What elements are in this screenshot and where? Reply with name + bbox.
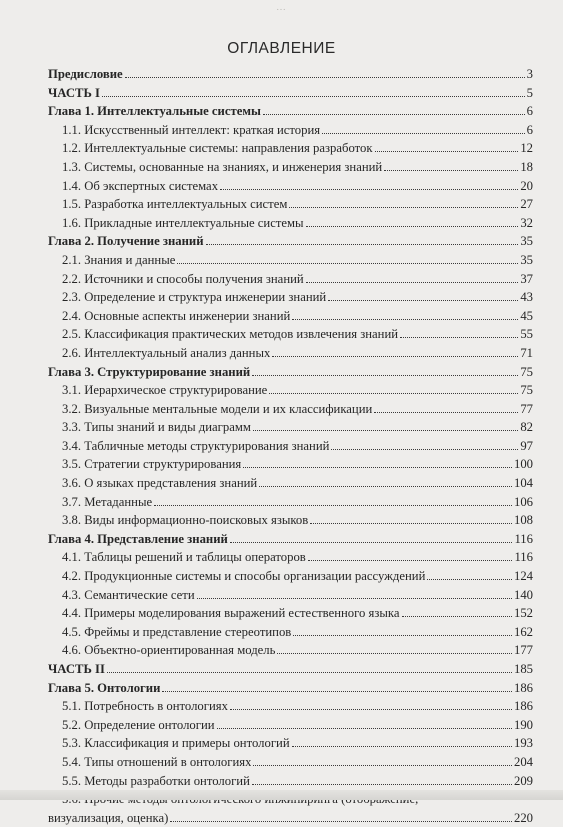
toc-entry-label: ЧАСТЬ II (48, 662, 105, 676)
table-of-contents (48, 65, 533, 827)
toc-entry-label: 3.3. Типы знаний и виды диаграмм (62, 420, 251, 435)
toc-section-entry (48, 437, 533, 456)
leader-dots (331, 449, 518, 450)
toc-entry-label: ЧАСТЬ I (48, 85, 100, 100)
toc-section-entry (48, 177, 533, 196)
toc-entry-label: 4.5. Фреймы и представление стереотипов (62, 624, 292, 639)
leader-dots (230, 709, 512, 710)
toc-entry-label: 3.7. Метаданные (62, 494, 153, 509)
toc-entry-page-number: 100 (513, 457, 533, 472)
leader-dots (306, 226, 519, 227)
toc-entry-label: 5.4. Типы отношений в онтологиях (62, 754, 252, 769)
toc-entry-label: визуализация, оценка) (48, 810, 169, 825)
toc-section-entry (48, 455, 533, 474)
toc-section-entry (48, 214, 533, 233)
leader-dots (102, 96, 525, 97)
leader-dots (263, 114, 525, 115)
toc-section-entry (48, 753, 533, 772)
toc-entry-label: 3.2. Визуальные ментальные модели и их классификации (62, 401, 373, 416)
toc-section-entry (48, 734, 533, 753)
toc-entry-page-number: 27 (520, 197, 533, 212)
leader-dots (272, 356, 518, 357)
toc-entry-label: 4.6. Объектно-ориентированная модель (62, 643, 276, 658)
toc-entry-page-number: 37 (520, 271, 533, 286)
toc-entry-label: 5.5. Методы разработки онтологий (62, 773, 250, 788)
toc-entry-page-number: 75 (520, 364, 533, 379)
toc-entry-label: 3.4. Табличные методы структурирования знаний (62, 438, 330, 453)
toc-section-entry (48, 288, 533, 307)
toc-entry-page-number: 190 (513, 717, 533, 732)
toc-entry-page-number: 104 (513, 476, 533, 491)
toc-entry-label: Глава 2. Получение знаний (48, 234, 204, 249)
toc-entry-page-number: 55 (520, 327, 533, 342)
toc-section-entry (48, 121, 533, 140)
leader-dots (374, 412, 518, 413)
toc-section-entry (48, 604, 533, 623)
toc-section-entry (48, 641, 533, 660)
toc-entry-label: 2.1. Знания и данные (62, 252, 176, 267)
toc-entry-label: 1.6. Прикладные интеллектуальные системы (62, 215, 304, 230)
toc-entry-label: 3.6. О языках представления знаний (62, 476, 258, 491)
leader-dots (400, 337, 518, 338)
toc-section-entry (48, 400, 533, 419)
toc-entry-page-number: 220 (513, 810, 533, 825)
toc-entry-label: 2.4. Основные аспекты инженерии знаний (62, 308, 291, 323)
leader-dots (328, 300, 518, 301)
leader-dots (107, 672, 512, 673)
toc-heading-entry (48, 679, 533, 698)
page-title: ОГЛАВЛЕНИЕ (227, 40, 336, 57)
toc-section-entry (48, 474, 533, 493)
leader-dots (217, 728, 512, 729)
toc-entry-page-number: 152 (513, 606, 533, 621)
leader-dots (154, 505, 512, 506)
leader-dots (293, 635, 512, 636)
toc-entry-label: 4.1. Таблицы решений и таблицы операторов (62, 550, 306, 565)
toc-entry-label: 1.5. Разработка интеллектуальных систем (62, 197, 288, 212)
toc-entry-page-number: 18 (520, 159, 533, 174)
toc-entry-page-number: 106 (513, 494, 533, 509)
toc-section-entry (48, 772, 533, 791)
toc-entry-page-number: 162 (513, 624, 533, 639)
toc-entry-label: 2.6. Интеллектуальный анализ данных (62, 345, 271, 360)
toc-entry-page-number: 45 (520, 308, 533, 323)
toc-entry-page-number: 116 (514, 531, 533, 546)
toc-entry-page-number: 12 (520, 141, 533, 156)
toc-entry-label: 1.2. Интеллектуальные системы: направления разработок (62, 141, 373, 156)
toc-entry-page-number: 116 (514, 550, 533, 565)
toc-heading-entry (48, 65, 533, 84)
toc-entry-label: 5.2. Определение онтологии (62, 717, 215, 732)
toc-entry-page-number: 20 (520, 178, 533, 193)
toc-section-entry (48, 325, 533, 344)
toc-entry-label: 5.3. Классификация и примеры онтологий (62, 736, 290, 751)
toc-entry-page-number: 185 (513, 662, 533, 676)
toc-entry-page-number: 3 (526, 67, 533, 81)
toc-section-entry (48, 307, 533, 326)
toc-entry-page-number: 35 (520, 252, 533, 267)
leader-dots (308, 560, 513, 561)
page-bottom-edge (0, 790, 563, 800)
toc-entry-label: Глава 3. Структурирование знаний (48, 364, 251, 379)
leader-dots (289, 207, 518, 208)
toc-entry-page-number: 97 (520, 438, 533, 453)
toc-entry-label: Глава 1. Интеллектуальные системы (48, 104, 261, 119)
toc-section-entry (48, 381, 533, 400)
toc-section-entry (48, 493, 533, 512)
leader-dots (322, 133, 525, 134)
toc-entry-page-number: 193 (513, 736, 533, 751)
leader-dots (230, 542, 513, 543)
leader-dots (375, 151, 519, 152)
toc-section-entry-continuation (48, 809, 533, 827)
leader-dots (197, 598, 512, 599)
leader-dots (306, 282, 519, 283)
leader-dots (384, 170, 518, 171)
leader-dots (253, 430, 518, 431)
toc-entry-page-number: 186 (513, 699, 533, 714)
toc-entry-label: Предисловие (48, 67, 123, 81)
faded-page-number: ... (276, 2, 287, 12)
toc-section-entry (48, 139, 533, 158)
toc-section-entry (48, 548, 533, 567)
toc-entry-label: 5.1. Потребность в онтологиях (62, 699, 228, 714)
leader-dots (277, 653, 512, 654)
toc-entry-page-number: 124 (513, 569, 533, 584)
toc-entry-page-number: 204 (513, 754, 533, 769)
toc-entry-label: 3.8. Виды информационно-поисковых языков (62, 513, 309, 528)
toc-entry-label: 2.5. Классификация практических методов извлечения знаний (62, 327, 399, 342)
toc-section-entry (48, 251, 533, 270)
leader-dots (162, 691, 512, 692)
leader-dots (252, 784, 512, 785)
leader-dots (402, 616, 512, 617)
toc-entry-page-number: 82 (520, 420, 533, 435)
toc-heading-entry (48, 363, 533, 382)
toc-heading-entry (48, 84, 533, 103)
toc-entry-page-number: 177 (513, 643, 533, 658)
toc-section-entry (48, 697, 533, 716)
leader-dots (269, 393, 518, 394)
toc-entry-page-number: 35 (520, 234, 533, 249)
toc-entry-page-number: 6 (526, 104, 533, 119)
leader-dots (292, 746, 512, 747)
leader-dots (220, 189, 518, 190)
toc-entry-page-number: 140 (513, 587, 533, 602)
toc-entry-label: 4.3. Семантические сети (62, 587, 195, 602)
leader-dots (125, 77, 525, 78)
toc-section-entry (48, 567, 533, 586)
toc-heading-entry (48, 660, 533, 679)
toc-entry-label: 1.4. Об экспертных системах (62, 178, 219, 193)
toc-entry-page-number: 108 (513, 513, 533, 528)
toc-entry-label: 2.2. Источники и способы получения знаний (62, 271, 304, 286)
leader-dots (253, 765, 512, 766)
toc-section-entry (48, 511, 533, 530)
toc-entry-page-number: 43 (520, 290, 533, 305)
toc-entry-page-number: 75 (520, 383, 533, 398)
toc-heading-entry (48, 530, 533, 549)
toc-heading-entry (48, 102, 533, 121)
toc-section-entry (48, 586, 533, 605)
toc-entry-page-number: 77 (520, 401, 533, 416)
leader-dots (259, 486, 512, 487)
toc-entry-label: 4.2. Продукционные системы и способы организации рассуждений (62, 569, 426, 584)
leader-dots (170, 821, 512, 822)
toc-entry-page-number: 209 (513, 773, 533, 788)
toc-entry-label: 1.1. Искусственный интеллект: краткая история (62, 122, 321, 137)
toc-section-entry (48, 158, 533, 177)
toc-entry-label: Глава 4. Представление знаний (48, 531, 228, 546)
toc-entry-page-number: 186 (513, 680, 533, 695)
toc-entry-label: 1.3. Системы, основанные на знаниях, и инженерия знаний (62, 159, 383, 174)
leader-dots (206, 244, 519, 245)
leader-dots (177, 263, 518, 264)
leader-dots (243, 467, 512, 468)
leader-dots (252, 375, 518, 376)
toc-section-entry (48, 623, 533, 642)
toc-entry-label: 3.5. Стратегии структурирования (62, 457, 242, 472)
toc-entry-label: 4.4. Примеры моделирования выражений естественного языка (62, 606, 400, 621)
leader-dots (427, 579, 512, 580)
toc-heading-entry (48, 232, 533, 251)
toc-section-entry (48, 195, 533, 214)
toc-section-entry (48, 716, 533, 735)
leader-dots (310, 523, 512, 524)
toc-entry-label: 3.1. Иерархическое структурирование (62, 383, 268, 398)
toc-section-entry (48, 418, 533, 437)
toc-entry-page-number: 71 (520, 345, 533, 360)
toc-section-entry (48, 270, 533, 289)
toc-entry-page-number: 6 (526, 122, 533, 137)
toc-entry-page-number: 5 (526, 85, 533, 100)
toc-section-entry (48, 344, 533, 363)
toc-entry-label: 2.3. Определение и структура инженерии знаний (62, 290, 327, 305)
toc-entry-label: Глава 5. Онтологии (48, 680, 161, 695)
toc-entry-page-number: 32 (520, 215, 533, 230)
leader-dots (292, 319, 518, 320)
